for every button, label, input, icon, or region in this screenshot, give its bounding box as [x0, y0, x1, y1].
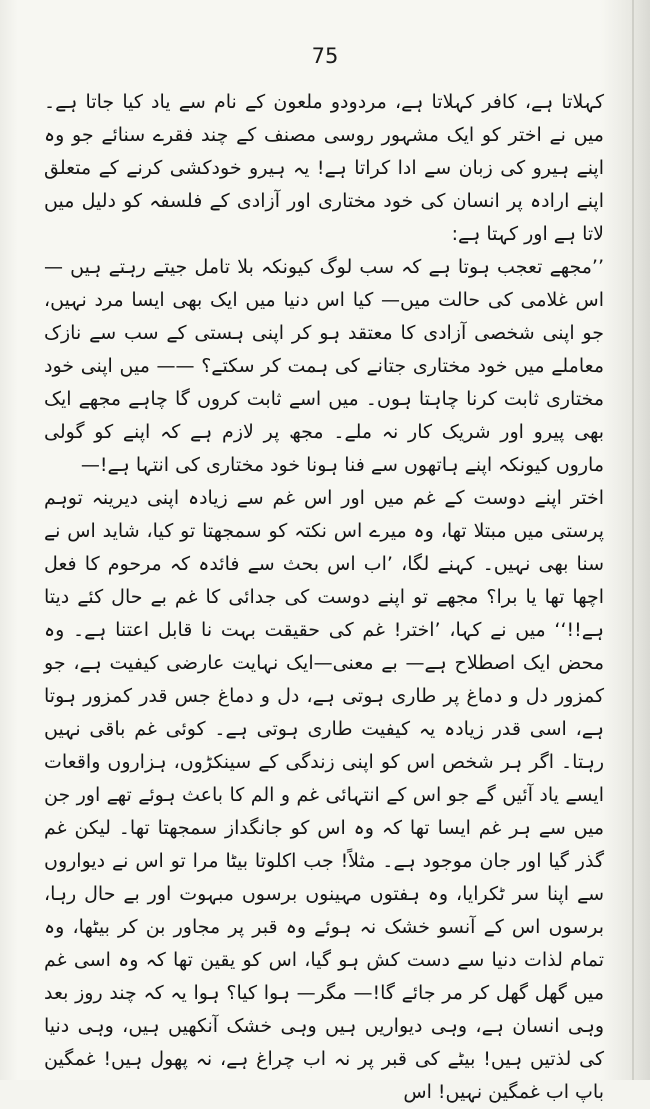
paragraph-3: اختر اپنے دوست کے غم میں اور اس غم سے زیادہ اپنی دیرینہ توہم پرستی میں مبتلا تھا، وہ میرے اس نکتہ کو سمجھتا تو کیا، شاید اس نے سنا بھی نہیں۔ کہنے لگا، ’اب اس بحث سے فائدہ کہ مرحوم کا فعل اچھا تھا یا برا؟ مجھے تو اپنے دوست کی جدائی کا غم بے حال کئے دیتا ہے!!‘‘ میں نے کہا، ’اختر! غم کی حقیقت بہت نا قابل اعتنا ہے۔ وہ محض ایک اصطلاح ہے— بے معنی—ایک نہایت عارضی کیفیت ہے، جو کمزور دل و دماغ پر طاری ہوتی ہے، دل و دماغ جس قدر کمزور ہوتا ہے، اسی قدر زیادہ یہ کیفیت طاری ہوتی ہے۔ کوئی غم باقی نہیں رہتا۔ اگر ہر شخص اس کو اپنی زندگی کے سینکڑوں، ہزاروں واقعات ایسے یاد آئیں گے جو اس کے انتہائی غم و الم کا باعث ہوئے تھے اور جن میں سے ہر غم ایسا تھا کہ وہ اس کو جانگداز سمجھتا تھا۔ لیکن غم گذر گیا اور جان موجود ہے۔ مثلاً! جب اکلوتا بیٹا مرا تو اس نے دیواروں سے اپنا سر ٹکرایا، وہ ہفتوں مہینوں برسوں مبہوت اور بے حال رہا، برسوں اس کے آنسو خشک نہ ہوئے وہ قبر پر مجاور بن کر بیٹھا، وہ تمام لذات دنیا سے دست کش ہو گیا، اس کو یقین تھا کہ وہ اسی غم میں گھل گھل کر مر جائے گا!— مگر— ہوا کیا؟ ہوا یہ کہ چند روز بعد وہی انسان ہے، وہی دیواریں ہیں وہی خشک آنکھیں ہیں، وہی دنیا کی لذتیں ہیں! بیٹے کی قبر پر نہ اب چراغ ہے، نہ پھول ہیں! غمگین باپ اب غمگین نہیں! اس — [44, 487, 604, 1103]
page-edge-shadow — [632, 0, 634, 1080]
paragraph-2-quote: ’’مجھے تعجب ہوتا ہے کہ سب لوگ کیونکہ بلا تامل جیتے رہتے ہیں —اس غلامی کی حالت میں— کیا اس دنیا میں ایک بھی ایسا مرد نہیں، جو اپنی شخصی آزادی کا معتقد ہو کر اپنی ہستی کے سب سے نازک معاملے میں خود مختاری جتانے کی ہمت کر سکتے؟ —— میں اپنی خود مختاری ثابت کرنا چاہتا ہوں۔ میں اسے ثابت کروں گا چاہے مجھے ایک بھی پیرو اور شریک کار نہ ملے۔ مجھ پر لازم ہے کہ اپنے کو گولی ماروں کیونکہ اپنے ہاتھوں سے فنا ہونا خود مختاری کی انتہا ہے!— — [44, 256, 604, 476]
page-body-text — [44, 86, 604, 1109]
page-number: 75 — [311, 44, 339, 68]
paragraph-1: کہلاتا ہے، کافر کہلاتا ہے، مردودو ملعون کے نام سے یاد کیا جاتا ہے۔ میں نے اختر کو ایک مشہور روسی مصنف کے چند فقرے سنائے جو وہ اپنے ہیرو کی زبان سے ادا کراتا ہے! یہ ہیرو خودکشی کرنے کے متعلق اپنے ارادہ پر انسان کی خود مختاری اور آزادی کے فلسفہ کو دلیل میں لاتا ہے اور کہتا ہے: — [44, 91, 604, 245]
